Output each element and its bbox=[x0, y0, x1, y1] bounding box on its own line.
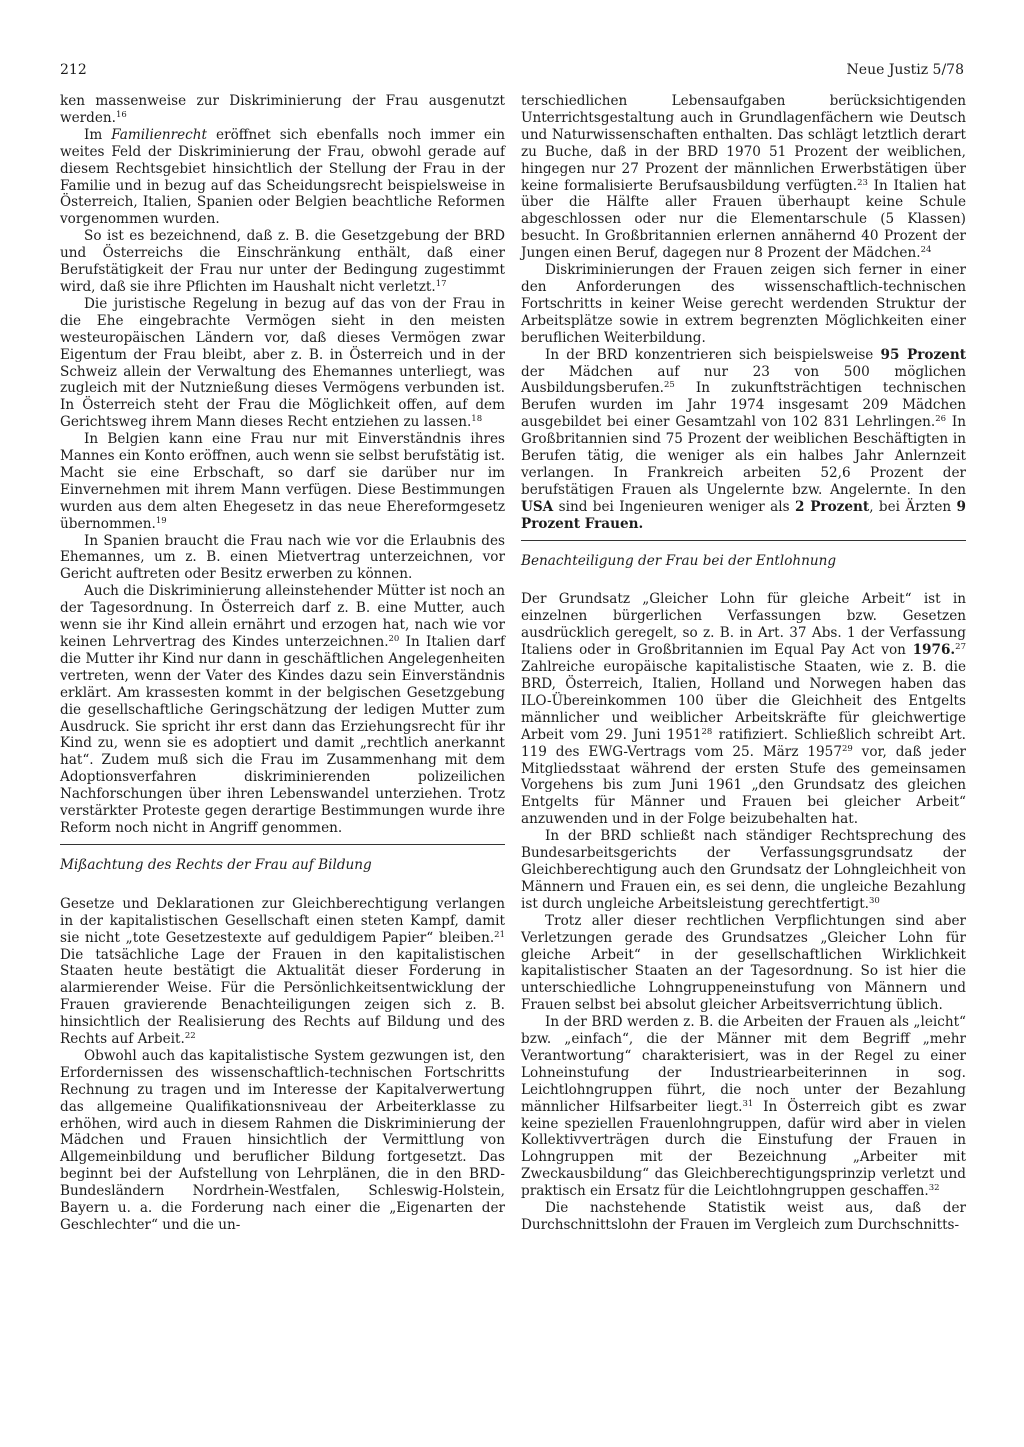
paragraph bbox=[60, 896, 505, 1048]
section-rule bbox=[60, 844, 505, 845]
text-run: Auch die Diskriminierung alleinstehender Mütter ist noch an der Tagesordnung. In Österreich darf z. B. eine Mutter, auch wenn sie ihr Kind allein ernährt und erzogen hat, nach wie vor keinen Lehrvertrag des Kindes unterzeichnen. bbox=[60, 583, 506, 650]
paragraph bbox=[521, 1200, 966, 1234]
page-number: 212 bbox=[60, 62, 87, 78]
paragraph bbox=[60, 1048, 505, 1234]
footnote-ref: 21 bbox=[494, 929, 505, 940]
footnote-ref: 23 bbox=[857, 177, 868, 188]
text-run: Die juristische Regelung in bezug auf das von der Frau in die Ehe eingebrachte Vermögen sieht in den meisten westeuropäischen Ländern vor, daß dieses Vermögen zwar Eigentum der Frau bleibt, aber z. B. in Österreich und in der Schweiz allein der Verwaltung des Ehemannes unterliegt, was zugleich mit der Nutznießung dieses Vermögens verbunden ist. In Österreich steht der Frau die Möglichkeit offen, auf dem Gerichtsweg ihrem Mann dieses Recht entziehen zu lassen. bbox=[60, 295, 505, 431]
emphasis-bold: 9 Prozent Frauen. bbox=[521, 498, 966, 532]
text-run: ratifiziert. Schließlich schreibt Art. 119 des EWG-Vertrags vom 25. März 1957 bbox=[521, 726, 966, 760]
emphasis-bold: 1976. bbox=[912, 642, 956, 659]
paragraph bbox=[521, 591, 966, 828]
text-run: In zukunftsträchtigen technischen Berufen wurden im Jahr 1974 insgesamt 209 Mädchen ausgebildet bei einer Gesamtzahl von 102 831 Lehrlingen. bbox=[521, 380, 966, 431]
footnote-ref: 29 bbox=[841, 743, 853, 754]
text-run: Der Grundsatz „Gleicher Lohn für gleiche Arbeit“ ist in einzelnen bürgerlichen Verfassungen bzw. Gesetzen ausdrücklich geregelt, so z. B. in Art. 37 Abs. 1 der Verfassung Italiens oder in Großbritannien im Equal Pay Act von bbox=[521, 591, 966, 659]
text-run: In Großbritannien sind 75 Prozent der weiblichen Beschäftigten in Berufen tätig, die weniger als ein halbes Jahr Anlernzeit verlangen. In Frankreich arbeiten 52,6 Prozent der berufstätigen Frauen als Ungelernte bzw. Angelernte. In den bbox=[521, 414, 966, 498]
text-run: In Italien darf die Mutter ihr Kind nur dann in geschäftlichen Angelegenheiten vertreten, wenn der Vater des Kindes dazu sein Einverständnis erklärt. Am krassesten kommt in der belgischen Gesetzgebung die gesellschaftliche Geringschätzung der ledigen Mutter zum Ausdruck. Sie spricht ihr erst dann das Erziehungsrecht für ihr Kind zu, wenn sie es adoptiert und damit „rechtlich anerkannt hat“. Zudem muß sich die Frau im Zusammenhang mit dem Adoptionsverfahren diskriminierenden polizeilichen Nachforschungen über ihren Lebenswandel unterziehen. Trotz verstärkter Proteste gegen derartige Bestimmungen wurde ihre Reform noch nicht in Angriff genommen. bbox=[60, 634, 505, 836]
text-run: der Mädchen auf nur 23 von 500 möglichen Ausbildungsberufen. bbox=[521, 363, 966, 397]
section-heading: Benachteiligung der Frau bei der Entlohnung bbox=[521, 552, 837, 569]
text-run: Obwohl auch das kapitalistische System gezwungen ist, den Erfordernissen des wissenschaftlich-technischen Fortschritts Rechnung zu tragen und im Interesse der Kapitalverwertung das allgemeine Qualifikationsniveau der Arbeiterklasse zu erhöhen, wird auch in diesem Rahmen die Diskriminierung der Mädchen und Frauen hinsichtlich der Vermittlung von Allgemeinbildung und beruflicher Bildung fortgesetzt. Das beginnt bei der Aufstellung von Lehrplänen, die in den BRD-Bundesländern Nordrhein-Westfalen, Schleswig-Holstein, Bayern u. a. die Forderung nach einer die „Eigenarten der Geschlechter“ und die un- bbox=[60, 1047, 505, 1233]
text-run: So ist es bezeichnend, daß z. B. die Gesetzgebung der BRD und Österreichs die Einschränkung enthält, daß einer Berufstätigkeit der Frau nur unter der Bedingung zugestimmt wird, daß sie ihre Pflichten im Haushalt nicht verletzt. bbox=[60, 228, 505, 295]
text-run: In Österreich gibt es zwar keine speziellen Frauenlohngruppen, dafür wird aber in vielen Kollektivverträgen durch die Einstufung der Frauen in Lohngruppen mit der Bezeichnung „Arbeiter mit Zweckausbildung“ das Gleichberechtigungsprinzip verletzt und praktisch ein Ersatz für die Leichtlohngruppen geschaffen. bbox=[521, 1098, 966, 1200]
text-run: In der BRD konzentrieren sich beispielsweise bbox=[545, 346, 881, 363]
text-run: In Italien hat über die Hälfte aller Frauen überhaupt keine Schule abgeschlossen oder nur die Elementarschule (5 Klassen) besucht. In Großbritannien erlernen annähernd 40 Prozent der Jungen einen Beruf, dagegen nur 8 Prozent der Mädchen. bbox=[521, 177, 967, 262]
text-run: Zahlreiche europäische kapitalistische Staaten, wie z. B. die BRD, Österreich, Italien, Holland und Norwegen haben das ILO-Übereinkommen 100 über die Gleichheit des Entgelts männlicher und weiblicher Arbeitskräfte für gleichwertige Arbeit vom 29. Juni 1951 bbox=[521, 659, 966, 743]
text-run: Im bbox=[84, 126, 112, 143]
footnote-ref: 32 bbox=[928, 1183, 940, 1194]
footnote-ref: 20 bbox=[388, 634, 400, 644]
paragraph bbox=[60, 533, 505, 584]
journal-issue: Neue Justiz 5/78 bbox=[846, 62, 964, 78]
paragraph bbox=[521, 262, 966, 347]
footnote-ref: 16 bbox=[116, 109, 127, 120]
paragraph bbox=[60, 93, 505, 127]
text-run: terschiedlichen Lebensaufgaben berücksichtigenden Unterrichtsgestaltung auch in Grundlagenfächern wie Deutsch und Naturwissenschaften enthalten. Das schlägt letztlich derart zu Buche, daß in der BRD 1970 51 Prozent der weiblichen, hingegen nur 27 Prozent der männlichen Erwerbstätigen über keine formalisierte Berufsausbildung verfügten. bbox=[521, 93, 966, 194]
emphasis-bold: 95 Prozent bbox=[880, 346, 966, 363]
section-rule bbox=[521, 540, 966, 541]
text-run: ken massenweise zur Diskriminierung der Frau ausgenutzt werden. bbox=[60, 93, 505, 126]
footnote-ref: 31 bbox=[742, 1098, 754, 1109]
text-run: Die tatsächliche Lage der Frauen in den kapitalistischen Staaten heute bestätigt die Aktualität dieser Forderung in alarmierender Weise. Für die Persönlichkeitsentwicklung der Frauen gravierende Benachteiligungen zeigen sich z. B. hinsichtlich der Realisierung des Rechts auf Bildung und des Rechts auf Arbeit. bbox=[60, 946, 505, 1048]
text-run: In der BRD schließt nach ständiger Rechtsprechung des Bundesarbeitsgerichts der Verfassungsgrundsatz der Gleichberechtigung auch den Grundsatz der Lohngleichheit von Männern und Frauen ein, es sei denn, die ungleiche Bezahlung ist durch ungleiche Arbeitsleistung gerechtfertigt. bbox=[521, 828, 966, 912]
text-run: Gesetze und Deklarationen zur Gleichberechtigung verlangen in der kapitalistischen Gesellschaft einen steten Kampf, damit sie nicht „tote Gesetzestexte auf geduldigem Papier“ bleiben. bbox=[60, 895, 505, 946]
footnote-ref: 28 bbox=[701, 726, 713, 737]
emphasis-bold: 2 Prozent bbox=[794, 498, 870, 515]
text-run: Diskriminierungen der Frauen zeigen sich ferner in einer den Anforderungen des wissenschaftlich-technischen Fortschritts in keiner Weise gerecht werdenden Struktur der Arbeitsplätze sowie in extrem begrenzten Möglichkeiten einer beruflichen Weiterbildung. bbox=[521, 262, 966, 346]
text-run: Trotz aller dieser rechtlichen Verpflichtungen sind aber Verletzungen gerade des Grundsatzes „Gleicher Lohn für gleiche Arbeit“ in der gesellschaftlichen Wirklichkeit kapitalistischer Staaten an der Tagesordnung. So ist hier die unterschiedliche Lohngruppeneinstufung von Männern und Frauen selbst bei absolut gleicher Arbeitsverrichtung üblich. bbox=[521, 912, 966, 1014]
footnote-ref: 19 bbox=[155, 515, 167, 526]
right-column bbox=[521, 93, 966, 1234]
text-run: In Belgien kann eine Frau nur mit Einverständnis ihres Mannes ein Konto eröffnen, auch wenn sie selbst berufstätig ist. Macht sie eine Erbschaft, so darf sie darüber nur im Einvernehmen mit ihrem Mann verfügen. Diese Bestimmungen wurden aus dem alten Ehegesetz in das neue Ehereformgesetz übernommen. bbox=[60, 431, 505, 532]
paragraph bbox=[60, 583, 505, 837]
emphasis-bold: USA bbox=[521, 498, 554, 515]
text-run: , bei Ärzten bbox=[869, 498, 957, 515]
text-run: Die nachstehende Statistik weist aus, daß der Durchschnittslohn der Frauen im Vergleich zum Durchschnitts- bbox=[521, 1200, 966, 1233]
paragraph bbox=[521, 1014, 966, 1200]
paragraph bbox=[521, 913, 966, 1014]
paragraph bbox=[60, 127, 505, 228]
footnote-ref: 17 bbox=[435, 278, 447, 289]
paragraph bbox=[521, 347, 966, 533]
footnote-ref: 25 bbox=[664, 380, 675, 391]
paragraph bbox=[60, 431, 505, 532]
text-run: In der BRD werden z. B. die Arbeiten der Frauen als „leicht“ bzw. „einfach“, die der Männer mit dem Begriff „mehr Verantwortung“ charakterisiert, was in der Regel zu einer Lohneinstufung der Industriearbeiterinnen in sog. Leichtlohngruppen führt, die noch unter der Bezahlung männlicher Hilfsarbeiter liegt. bbox=[521, 1014, 966, 1115]
left-column bbox=[60, 93, 505, 1234]
footnote-ref: 18 bbox=[471, 414, 483, 425]
section-heading: Mißachtung des Rechts der Frau auf Bildung bbox=[60, 856, 372, 873]
footnote-ref: 27 bbox=[955, 642, 966, 653]
text-run: eröffnet sich ebenfalls noch immer ein weites Feld der Diskriminierung der Frau, obwohl gerade auf diesem Rechtsgebiet hinsichtlich der Stellung der Frau in der Familie und in bezug auf das Scheidungsrecht beispielsweise in Österreich, Italien, Spanien oder Belgien beachtliche Reformen vorgenommen wurden. bbox=[60, 126, 505, 228]
text-run: In Spanien braucht die Frau nach wie vor die Erlaubnis des Ehemannes, um z. B. einen Mietvertrag unterzeichnen, vor Gericht auftreten oder Besitz erwerben zu können. bbox=[60, 532, 505, 583]
page-header bbox=[60, 62, 964, 84]
paragraph bbox=[60, 228, 505, 296]
paragraph bbox=[521, 828, 966, 913]
text-run: sind bei Ingenieuren weniger als bbox=[553, 498, 795, 515]
paragraph bbox=[521, 93, 966, 262]
footnote-ref: 30 bbox=[869, 895, 880, 906]
paragraph bbox=[60, 296, 505, 431]
text-run: vor, daß jeder Mitgliedsstaat während der ersten Stufe des gemeinsamen Vorgehens bis zum Juni 1961 „den Grundsatz des gleichen Entgelts für Männer und Frauen bei gleicher Arbeit“ anzuwenden und in der Folge beizubehalten hat. bbox=[521, 743, 966, 828]
footnote-ref: 24 bbox=[920, 245, 932, 256]
emphasis-italic: Familienrecht bbox=[111, 126, 208, 143]
footnote-ref: 26 bbox=[935, 414, 947, 425]
footnote-ref: 22 bbox=[184, 1031, 196, 1042]
